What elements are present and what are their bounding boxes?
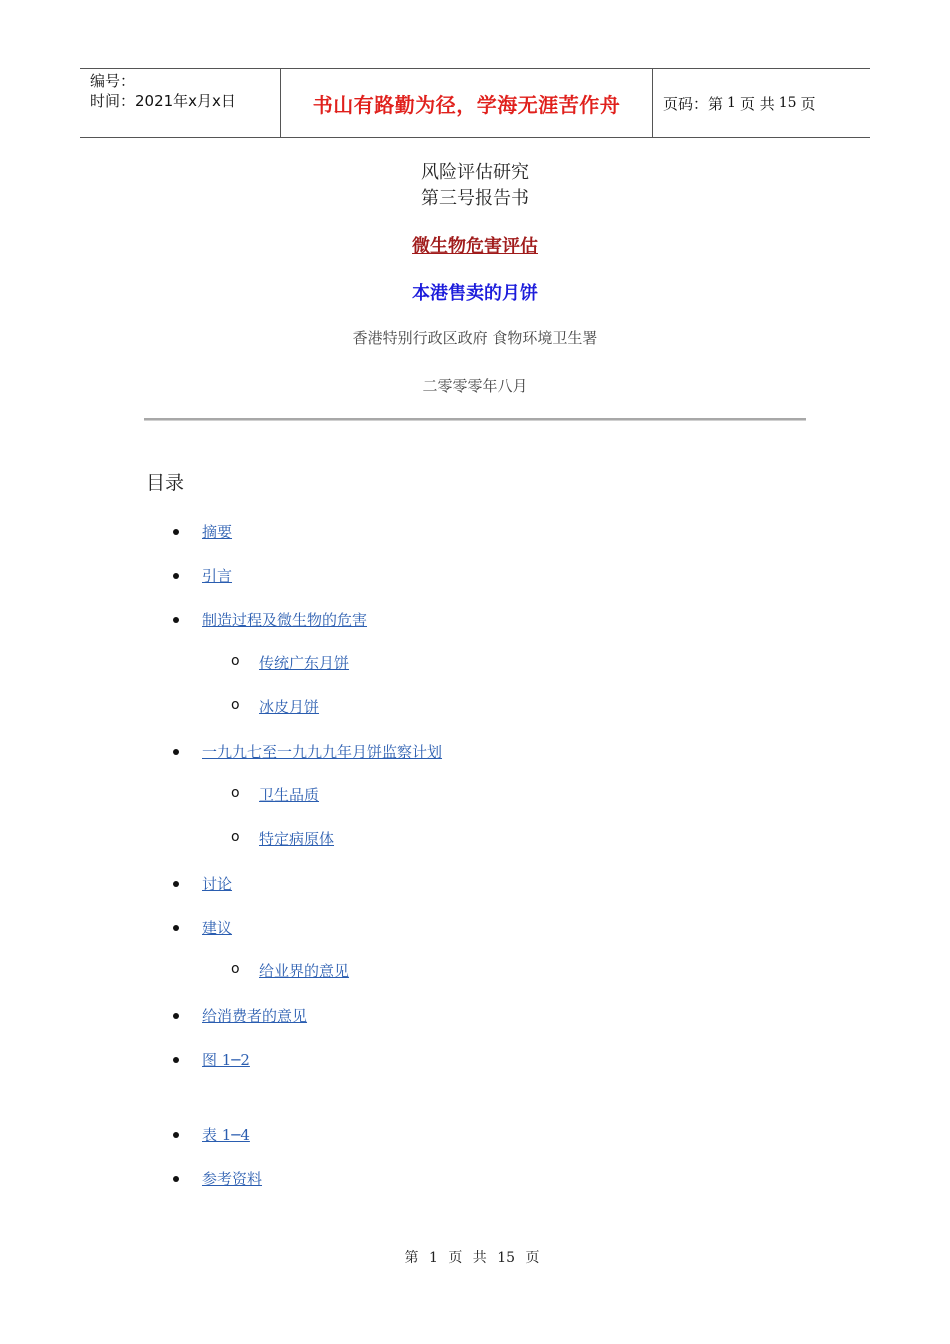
toc-link-summary[interactable]: 摘要 (202, 523, 233, 541)
bullet-icon (173, 881, 179, 887)
report-subject (0, 232, 950, 258)
toc-link-discussion[interactable]: 讨论 (202, 875, 233, 893)
toc-link-recommendations[interactable]: 建议 (202, 919, 233, 937)
page-total: 15 (778, 95, 797, 111)
toc-link-surveillance[interactable]: 一九九七至一九九九年月饼监察计划 (202, 743, 443, 761)
document-header (80, 68, 870, 138)
page-mid: 页 共 (739, 94, 775, 113)
horizontal-divider (144, 418, 806, 421)
footer-mid1: 页 (448, 1250, 463, 1266)
bullet-icon (173, 925, 179, 931)
header-meta (80, 69, 280, 137)
toc-link-snowskin-mooncake[interactable]: 冰皮月饼 (259, 698, 320, 716)
header-page-number (653, 69, 870, 137)
time-label: 时间：2021年x月x日 (90, 92, 236, 110)
toc-link-traditional-mooncake[interactable]: 传统广东月饼 (259, 654, 350, 672)
bullet-icon (173, 1013, 179, 1019)
toc-link-manufacturing[interactable]: 制造过程及微生物的危害 (202, 611, 368, 629)
circle-bullet-icon: o (231, 829, 240, 845)
toc-link-tables[interactable]: 表 1─4 (202, 1126, 250, 1144)
page-footer (0, 1247, 950, 1267)
bullet-icon (173, 1176, 179, 1182)
circle-bullet-icon: o (231, 785, 240, 801)
footer-prefix: 第 (404, 1250, 419, 1266)
toc-link-references[interactable]: 参考资料 (202, 1170, 263, 1188)
subject-text: 微生物危害评估 (412, 236, 538, 257)
bullet-icon (173, 749, 179, 755)
number-label: 编号： (90, 72, 136, 90)
agency-name: 香港特别行政区政府 食物环境卫生署 (352, 329, 598, 347)
header-motto: 书山有路勤为径，学海无涯苦作舟 (280, 69, 653, 137)
page-prefix: 页码：第 (663, 94, 724, 113)
footer-total: 15 (497, 1250, 516, 1266)
page-current: 1 (727, 95, 736, 111)
report-series (0, 160, 950, 212)
toc-heading: 目录 (146, 472, 185, 494)
circle-bullet-icon: o (231, 653, 240, 669)
footer-suffix: 页 (525, 1250, 540, 1266)
toc-link-pathogens[interactable]: 特定病原体 (259, 830, 335, 848)
bullet-icon (173, 573, 179, 579)
page-suffix: 页 (800, 94, 816, 113)
circle-bullet-icon: o (231, 697, 240, 713)
footer-mid2: 共 (472, 1250, 487, 1266)
series-title: 风险评估研究 (421, 162, 529, 183)
bullet-icon (173, 1132, 179, 1138)
report-date: 二零零零年八月 (422, 377, 528, 395)
bullet-icon (173, 529, 179, 535)
toc-link-figures[interactable]: 图 1─2 (202, 1051, 250, 1069)
toc-link-advice-trade[interactable]: 给业界的意见 (259, 962, 350, 980)
toc-link-introduction[interactable]: 引言 (202, 567, 233, 585)
bullet-icon (173, 617, 179, 623)
toc-link-advice-consumers[interactable]: 给消费者的意见 (202, 1007, 308, 1025)
toc-link-hygiene-quality[interactable]: 卫生品质 (259, 786, 320, 804)
bullet-icon (173, 1057, 179, 1063)
circle-bullet-icon: o (231, 961, 240, 977)
footer-current: 1 (428, 1250, 438, 1266)
report-number: 第三号报告书 (421, 188, 529, 209)
report-topic: 本港售卖的月饼 (412, 283, 538, 304)
